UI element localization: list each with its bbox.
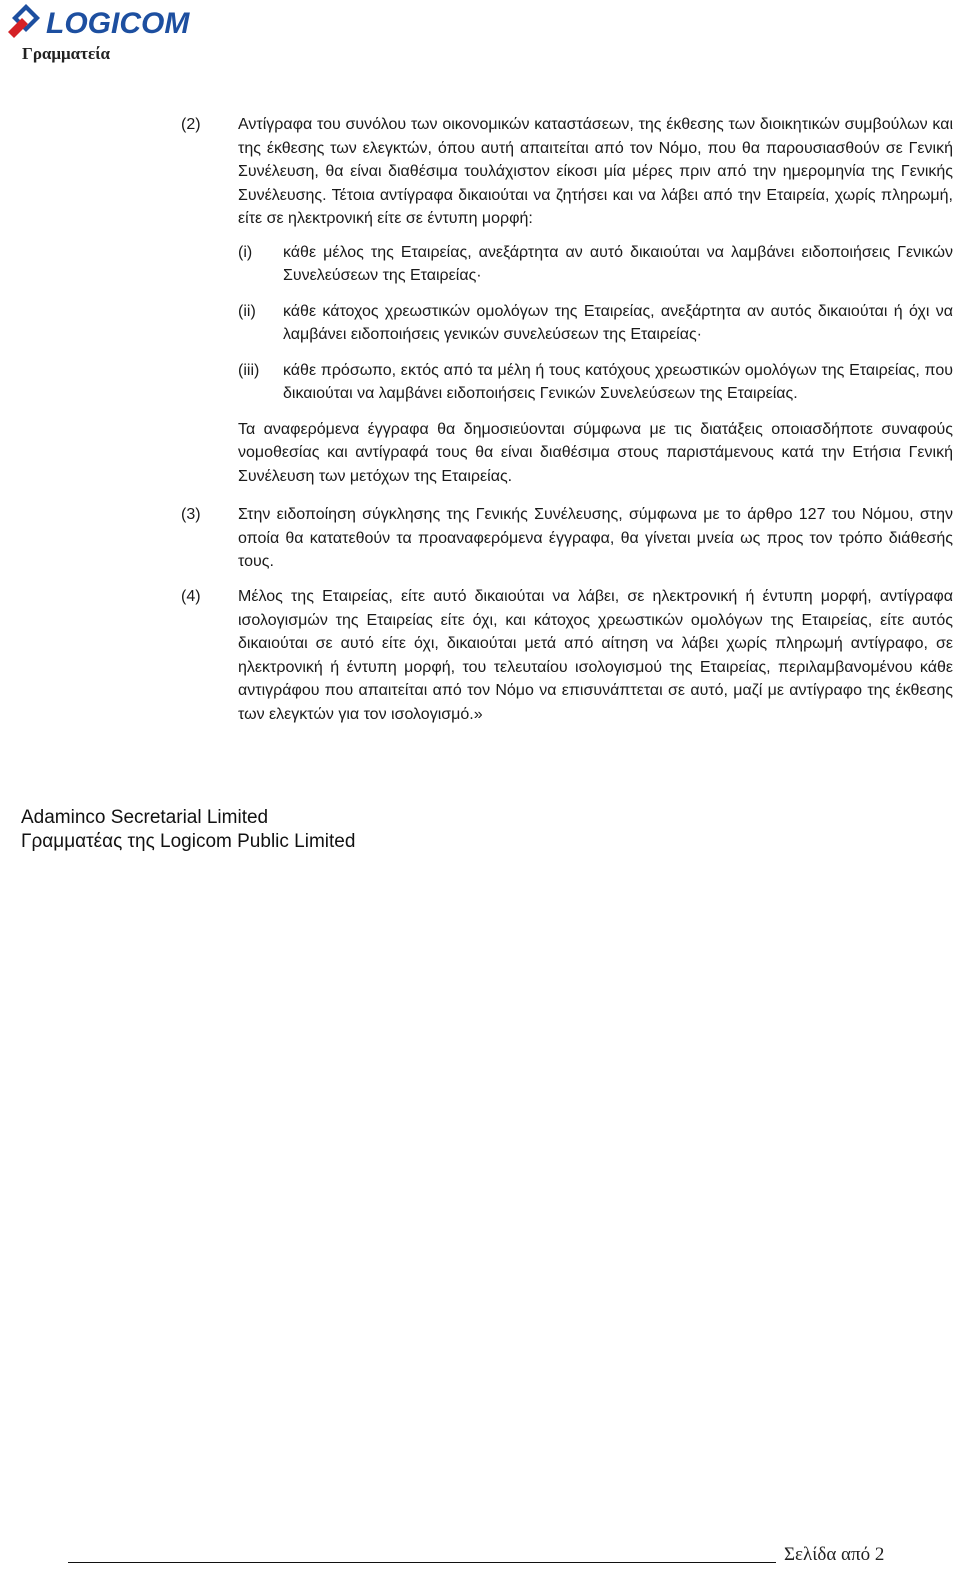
section-paragraph: Μέλος της Εταιρείας, είτε αυτό δικαιούται να λάβει, σε ηλεκτρονική ή έντυπη μορφή, αντίγραφα ισολογισμών της Εταιρείας είτε όχι, και κάτοχος χρεωστικών ομολόγων της Εταιρείας, είτε αυτός δικαιούται σε αυτό είτε όχι, δικαιούται μετά από αίτηση να λάβει χωρίς πληρωμή αντίγραφο, σε ηλεκτρονική ή έντυπη μορφή, του τελευταίου ισολογισμού της Εταιρείας, περιλαμβανομένου κάθε αντιγράφου που απαιτείται από τον Νόμο να επισυνάπτεται σε αυτό, μαζί με αντίγραφο της έκθεσης των ελεγκτών για τον ισολογισμό.» [238, 588, 953, 723]
signature-company: Adaminco Secretarial Limited [21, 807, 269, 828]
signature-role: Γραμματέας της Logicom Public Limited [21, 831, 356, 852]
section-2 [181, 113, 953, 488]
subitem-number: (ii) [238, 302, 256, 320]
section-4 [181, 585, 953, 726]
subitem-number: (iii) [238, 361, 260, 379]
subitem-iii [238, 359, 953, 406]
logo-wordmark: LOGICOM [46, 7, 190, 40]
subitem-i [238, 241, 953, 288]
section-paragraph: Στην ειδοποίηση σύγκλησης της Γενικής Συνέλευσης, σύμφωνα με το άρθρο 127 του Νόμου, στην οποία θα κατατεθούν τα προαναφερόμενα έγγραφα, θα γίνεται μνεία ως προς τον τρόπο διάθεσής τους. [238, 506, 953, 570]
section-paragraph: Αντίγραφα του συνόλου των οικονομικών καταστάσεων, της έκθεσης των διοικητικών συμβούλων και της έκθεσης των ελεγκτών, όπου αυτή απαιτείται από τον Νόμο, που θα παρουσιασθούν σε Γενική Συνέλευση, θα είναι διαθέσιμα τουλάχιστον είκοσι μία μέρες πριν από την ημερομηνία της Γενικής Συνέλευσης. Τέτοια αντίγραφα δικαιούται να ζητήσει και να λάβει από την Εταιρεία, χωρίς πληρωμή, είτε σε ηλεκτρονική είτε σε έντυπη μορφή: [238, 116, 953, 227]
section-closing: Τα αναφερόμενα έγγραφα θα δημοσιεύονται σύμφωνα με τις διατάξεις οποιασδήποτε συναφούς νομοθεσίας και αντίγραφά τους θα είναι διαθέσιμα στους παριστάμενους κατά την Ετήσια Γενική Συνέλευση των μετόχων της Εταιρείας. [238, 420, 953, 485]
department-label: Γραμματεία [22, 44, 111, 63]
subitem-ii [238, 300, 953, 347]
footer-divider [68, 1562, 776, 1563]
subitem-text: κάθε πρόσωπο, εκτός από τα μέλη ή τους κατόχους χρεωστικών ομολόγων της Εταιρείας, που δικαιούται να λαμβάνει ειδοποιήσεις Γενικών Συνελεύσεων της Εταιρείας. [283, 361, 953, 402]
section-number: (3) [181, 506, 201, 523]
logicom-logo-mark [6, 2, 206, 44]
subitem-text: κάθε μέλος της Εταιρείας, ανεξάρτητα αν αυτό δικαιούται να λαμβάνει ειδοποιήσεις Γενικών Συνελεύσεων της Εταιρείας· [283, 243, 953, 284]
page-number-label: Σελίδα από 2 [784, 1544, 885, 1565]
company-logo [6, 2, 206, 44]
section-3 [181, 503, 953, 574]
subitem-number: (i) [238, 243, 253, 261]
subitem-text: κάθε κάτοχος χρεωστικών ομολόγων της Εταιρείας, ανεξάρτητα αν αυτός δικαιούται ή όχι να λαμβάνει ειδοποιήσεις γενικών συνελεύσεων της Εταιρείας· [283, 302, 953, 343]
section-number: (2) [181, 116, 201, 133]
section-number: (4) [181, 588, 201, 605]
